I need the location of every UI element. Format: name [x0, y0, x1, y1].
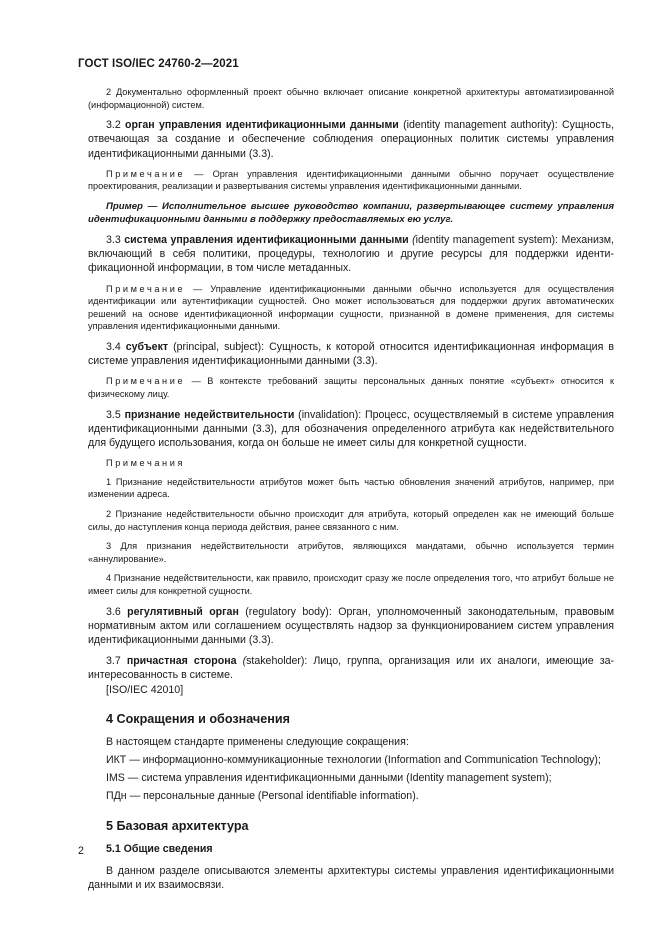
note-label: Примечание	[106, 376, 186, 387]
abbreviation-pdn: ПДн — персональные данные (Personal identifiable information).	[106, 790, 419, 803]
term-number: 3.3	[106, 233, 125, 246]
section-4-title: 4 Сокращения и обозначения	[106, 711, 290, 726]
abbreviation-ims: IMS — система управления идентификационными данными (Identity management system);	[106, 772, 552, 785]
section-4-intro: В настоящем стандарте применены следующие сокращения:	[106, 735, 409, 748]
term-title: причастная сторона	[126, 655, 237, 668]
abbreviation-ict: ИКТ — информационно-коммуникационные технологии (Information and Communication Technology);	[106, 753, 601, 766]
term-paren: (	[408, 233, 416, 246]
term-definition: (principal, subject): Сущность, к которой относится идентификационная информация в системе управления идентификационными данными (3.3).	[88, 340, 614, 368]
note-3-5-3: 3 Для признания недействительности атрибутов, являющихся мандатами, обычно используется термин «аннулирование».	[88, 541, 614, 564]
term-title: регулятивный орган	[127, 605, 239, 618]
term-3-7	[88, 654, 614, 682]
note-label: Примечание	[106, 283, 186, 294]
term-title: признание недействительности	[124, 408, 295, 421]
note-3-5-2: 2 Признание недействительности обычно происходит для атрибута, который определен как не имеющий больше силы, до наступления конца периода действия, ранее связанного с ним.	[88, 508, 614, 532]
term-title: орган управления идентификационными данными	[125, 119, 399, 132]
term-3-2	[88, 118, 614, 161]
note-3-2	[88, 168, 614, 193]
term-3-6	[88, 605, 614, 648]
term-definition: (invalidation): Процесс, осуществляемый в системе управления идентификационными данными (3.3), для обозначения определенного атрибута как недействительного для будущего использования, когда он больше не имеет силы для конкретной сущности.	[88, 408, 614, 449]
notes-heading: Примечания	[106, 458, 186, 469]
document-header: ГОСТ ISO/IEC 24760-2—2021	[78, 58, 239, 70]
subsection-5-1-text: В данном разделе описываются элементы архитектуры системы управления идентификационными данными и их взаимосвязи.	[88, 864, 614, 891]
section-5-title: 5 Базовая архитектура	[106, 818, 249, 833]
note-text: — Управление идентификационными данными обычно используется для осуществления идентификации или аутентификации сущностей. Оно может использоваться для поддержки других автоматических решений на основе идентификационной информации сущности, признанной в домене применения, для системы управления идентификационными данными.	[88, 283, 614, 332]
note-3-5-1: 1 Признание недействительности атрибутов может быть частью обновления значений атрибутов, например, при изменении адреса.	[88, 476, 614, 500]
page-number: 2	[78, 845, 84, 857]
document-body	[88, 86, 614, 892]
note-3-3	[88, 283, 614, 333]
note-text: — В контексте требований защиты персональных данных понятие «субъект» относится к физическому лицу.	[88, 376, 614, 399]
note-3-5-4: 4 Признание недействительности, как правило, происходит сразу же после определения того, что атрибут больше не имеет силы для конкретной сущности.	[88, 573, 614, 596]
term-number: 3.5	[106, 408, 125, 421]
term-number: 3.4	[106, 340, 126, 353]
term-paren: (	[236, 655, 247, 668]
term-number: 3.2	[106, 119, 126, 132]
term-definition: stakeholder): Лицо, группа, организация или их аналоги, имеющие заинтересованность в системе.	[88, 655, 614, 682]
term-number: 3.6	[106, 605, 128, 618]
note-text: — Орган управления идентификационными данными обычно поручает осуществление проектирования, реализации и развертывания системы управления идентификационными данными.	[88, 168, 614, 192]
example-3-2: Пример — Исполнительное высшее руководство компании, развертывающее систему управления идентификационными данными в поддержку предоставляемых ею услуг.	[88, 200, 614, 225]
top-note: 2 Документально оформленный проект обычно включает описание конкретной архитектуры автоматизированной (информационной) систем.	[88, 87, 614, 110]
term-definition: (regulatory body): Орган, уполномоченный законодательным, правовым нормативным актом или соглашением осуществлять надзор за функционированием систем управления идентификационными данными (3.3).	[88, 605, 614, 646]
term-3-4	[88, 340, 614, 368]
note-label: Примечание	[106, 168, 186, 179]
note-3-4	[88, 375, 614, 400]
term-title: система управления идентификационными данными	[124, 233, 409, 246]
term-definition: identity management system): Механизм, включающий в себя политики, процедуры, технологию и другие ресурсы для поддержки идентификационной информации, в том числе метаданных.	[88, 233, 614, 275]
term-title: субъект	[125, 340, 169, 353]
term-3-3	[88, 233, 614, 276]
term-3-7-reference: [ISO/IEC 42010]	[106, 683, 184, 696]
term-number: 3.7	[106, 655, 127, 668]
term-3-5	[88, 408, 614, 451]
term-definition: (identity management authority): Сущность, отвечающая за создание и обеспечение соблюдения операционных политик системы управления идентификационными данными (3.3).	[88, 119, 615, 160]
subsection-5-1-title: 5.1 Общие сведения	[106, 842, 213, 855]
